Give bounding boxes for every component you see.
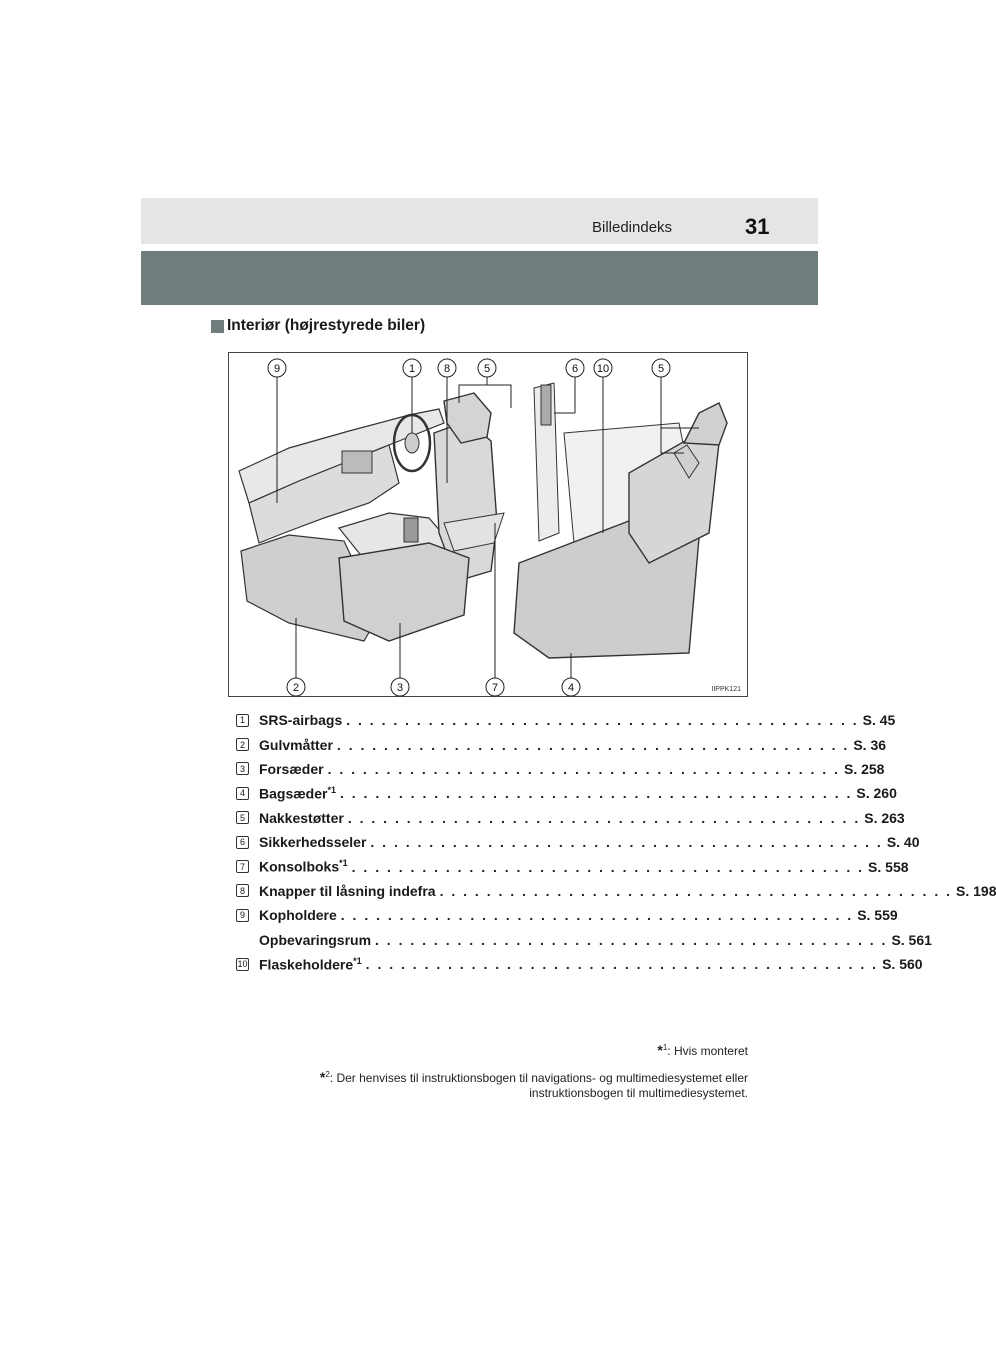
section-marker-icon [211, 320, 224, 333]
callout-label: 5 [483, 363, 491, 375]
interior-illustration [228, 352, 748, 697]
page-reference: S. 558 [868, 858, 909, 875]
footnote-text: : Der henvises til instruktionsbogen til navigations- og multimediesystemet eller instruktionsbogen til multimediesystemet. [329, 1071, 748, 1100]
page-reference: S. 260 [856, 785, 897, 802]
footnote-text: : Hvis monteret [667, 1044, 748, 1058]
dot-leader: . . . . . . . . . . . . . . . . . . . . . . . . . . . . . . . . . . . . . . . . . . . . [375, 931, 888, 948]
dot-leader: . . . . . . . . . . . . . . . . . . . . . . . . . . . . . . . . . . . . . . . . . . . . [347, 809, 861, 826]
footnote-mark: * [319, 1069, 326, 1085]
index-row [236, 732, 887, 756]
dot-leader: . . . . . . . . . . . . . . . . . . . . . . . . . . . . . . . . . . . . . . . . . . . . [351, 858, 865, 875]
footnote-mark: * [657, 1042, 663, 1058]
footnote-ref: *1 [339, 858, 348, 869]
index-row [236, 757, 885, 781]
callout-label: 1 [408, 363, 416, 375]
page-reference: S. 561 [891, 931, 932, 948]
index-row [236, 879, 996, 903]
footnote-1 [657, 1042, 748, 1058]
callout-label: 10 [596, 363, 610, 375]
footnote-number: 1 [662, 1043, 668, 1052]
item-label: Flaskeholdere [259, 956, 354, 973]
footnote-ref: *1 [353, 955, 362, 966]
item-number: 7 [236, 860, 249, 873]
section-heading-text: Interiør (højrestyrede biler) [227, 317, 426, 334]
car-interior-drawing [229, 353, 749, 698]
index-row [236, 708, 896, 732]
callout-label: 8 [443, 363, 451, 375]
index-row [236, 781, 897, 805]
item-number: 6 [236, 836, 249, 849]
page-reference: S. 45 [862, 712, 896, 729]
item-label: Bagsæder [259, 785, 328, 802]
section-band [141, 251, 818, 305]
dot-leader: . . . . . . . . . . . . . . . . . . . . . . . . . . . . . . . . . . . . . . . . . . . . [339, 785, 853, 802]
item-label: Knapper til låsning indefra [259, 882, 436, 899]
footnote-2 [258, 1067, 748, 1101]
section-heading [211, 317, 425, 335]
dot-leader: . . . . . . . . . . . . . . . . . . . . . . . . . . . . . . . . . . . . . . . . . . . . [439, 882, 952, 899]
callout-label: 5 [657, 363, 665, 375]
callout-label: 3 [396, 682, 404, 694]
index-row [236, 952, 923, 976]
index-row [236, 928, 932, 952]
item-number: 4 [236, 787, 249, 800]
page-reference: S. 258 [843, 760, 885, 777]
page-reference: S. 40 [886, 834, 920, 851]
dot-leader: . . . . . . . . . . . . . . . . . . . . . . . . . . . . . . . . . . . . . . . . . . . . [340, 907, 854, 924]
item-number: 5 [236, 811, 249, 824]
index-list [236, 708, 996, 976]
page-reference: S. 560 [882, 956, 923, 973]
item-label: Forsæder [259, 760, 324, 777]
dot-leader: . . . . . . . . . . . . . . . . . . . . . . . . . . . . . . . . . . . . . . . . . . . . [327, 760, 840, 777]
section-title: Billedindeks [592, 219, 673, 236]
callout-label: 6 [571, 363, 579, 375]
footnote-ref: *1 [327, 785, 336, 796]
dot-leader: . . . . . . . . . . . . . . . . . . . . . . . . . . . . . . . . . . . . . . . . . . . . [346, 712, 859, 729]
item-label: Konsolboks [259, 858, 340, 875]
item-number: 8 [236, 884, 249, 897]
item-label: Kopholdere [259, 907, 337, 924]
page-reference: S. 36 [853, 736, 887, 753]
index-row [236, 806, 905, 830]
page-number: 31 [745, 214, 770, 239]
dot-leader: . . . . . . . . . . . . . . . . . . . . . . . . . . . . . . . . . . . . . . . . . . . . [370, 834, 883, 851]
callout-label: 7 [491, 682, 499, 694]
item-number: 2 [236, 738, 249, 751]
item-label: Sikkerhedsseler [259, 834, 367, 851]
page-reference: S. 263 [864, 809, 905, 826]
item-label: Nakkestøtter [259, 809, 344, 826]
figure-code: IIPPK121 [711, 686, 741, 693]
index-row [236, 903, 898, 927]
dot-leader: . . . . . . . . . . . . . . . . . . . . . . . . . . . . . . . . . . . . . . . . . . . . [365, 956, 879, 973]
index-row [236, 830, 920, 854]
item-number: 10 [237, 959, 248, 970]
item-label: Opbevaringsrum [259, 931, 372, 948]
item-number: 3 [236, 762, 249, 775]
footnote-number: 2 [325, 1070, 330, 1079]
index-row [236, 854, 909, 878]
item-label: SRS-airbags [259, 712, 343, 729]
callout-label: 4 [567, 682, 575, 694]
header-bar [141, 198, 818, 244]
callout-label: 2 [292, 682, 300, 694]
dot-leader: . . . . . . . . . . . . . . . . . . . . . . . . . . . . . . . . . . . . . . . . . . . . [336, 736, 850, 753]
callout-label: 9 [273, 363, 281, 375]
item-number: 1 [236, 714, 249, 727]
page-reference: S. 559 [857, 907, 898, 924]
item-number: 9 [236, 909, 249, 922]
page-reference: S. 198 [956, 882, 996, 899]
item-label: Gulvmåtter [259, 736, 333, 753]
